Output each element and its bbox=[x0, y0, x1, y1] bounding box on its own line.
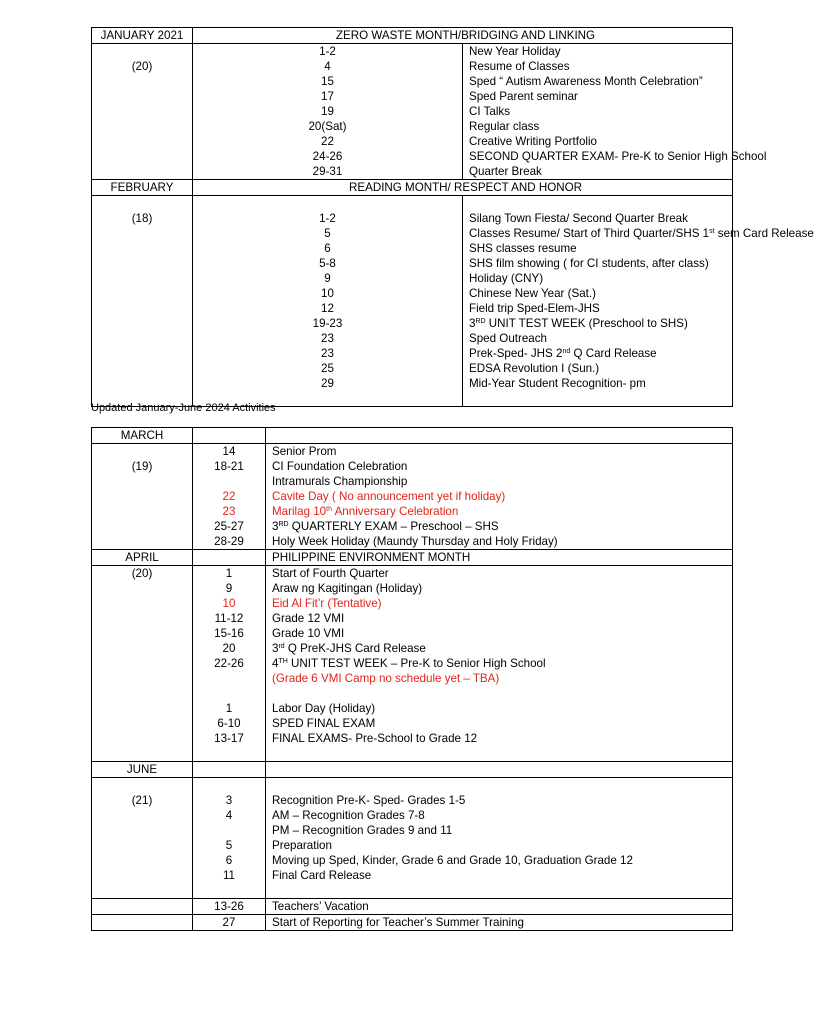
event-description: Cavite Day ( No announcement yet if holiday) bbox=[272, 490, 506, 503]
event-date: 15-16 bbox=[214, 627, 244, 640]
event-description: Holy Week Holiday (Maundy Thursday and Holy Friday) bbox=[272, 535, 558, 548]
event-description: Quarter Break bbox=[469, 165, 542, 178]
school-days-count: (21) bbox=[131, 794, 153, 807]
event-date: 22 bbox=[222, 490, 236, 503]
calendar-table-jan-feb bbox=[91, 27, 814, 407]
event-date: 6 bbox=[324, 242, 331, 255]
month-label: JUNE bbox=[92, 762, 193, 778]
event-description: Mid-Year Student Recognition- pm bbox=[469, 377, 646, 390]
event-description: 3RD UNIT TEST WEEK (Preschool to SHS) bbox=[469, 317, 688, 330]
event-date: 4 bbox=[324, 60, 331, 73]
event-description: Eid Al Fit’r (Tentative) bbox=[272, 597, 382, 610]
event-date: 11-12 bbox=[214, 612, 244, 625]
event-date: 29-31 bbox=[312, 165, 343, 178]
event-description: Sped Outreach bbox=[469, 332, 547, 345]
event-description: Marilag 10th Anniversary Celebration bbox=[272, 505, 459, 518]
event-date: 19-23 bbox=[312, 317, 343, 330]
event-date: 23 bbox=[321, 347, 334, 360]
event-description: CI Foundation Celebration bbox=[272, 460, 408, 473]
event-description: (Grade 6 VMI Camp no schedule yet – TBA) bbox=[272, 672, 500, 685]
event-date: 12 bbox=[321, 302, 334, 315]
event-date: 27 bbox=[193, 915, 266, 931]
table-row bbox=[92, 915, 733, 931]
event-date: 5 bbox=[324, 227, 331, 240]
event-description: Sped Parent seminar bbox=[469, 90, 578, 103]
event-description: Senior Prom bbox=[272, 445, 337, 458]
event-date: 1-2 bbox=[319, 212, 336, 225]
event-description: Field trip Sped-Elem-JHS bbox=[469, 302, 600, 315]
month-header-row bbox=[92, 550, 733, 566]
month-body-row bbox=[92, 444, 733, 550]
event-date: 14 bbox=[222, 445, 236, 458]
event-description: 4TH UNIT TEST WEEK – Pre-K to Senior High School bbox=[272, 657, 546, 670]
event-date: 20(Sat) bbox=[308, 120, 347, 133]
event-description: Prek-Sped- JHS 2nd Q Card Release bbox=[469, 347, 657, 360]
event-description: Araw ng Kagitingan (Holiday) bbox=[272, 582, 423, 595]
event-description: Silang Town Fiesta/ Second Quarter Break bbox=[469, 212, 688, 225]
event-description: Chinese New Year (Sat.) bbox=[469, 287, 596, 300]
event-date: 4 bbox=[225, 809, 233, 822]
school-days-count: (20) bbox=[131, 567, 153, 580]
event-description: 3rd Q PreK-JHS Card Release bbox=[272, 642, 426, 655]
month-theme: ZERO WASTE MONTH/BRIDGING AND LINKING bbox=[193, 28, 733, 44]
update-note: Updated January-June 2024 Activities bbox=[91, 402, 276, 414]
table-row bbox=[92, 899, 733, 915]
event-description: EDSA Revolution I (Sun.) bbox=[469, 362, 600, 375]
event-date: 23 bbox=[222, 505, 236, 518]
school-days-count: (20) bbox=[131, 60, 153, 73]
event-description: PM – Recognition Grades 9 and 11 bbox=[272, 824, 453, 837]
event-description: Teachers’ Vacation bbox=[266, 899, 733, 915]
month-body-row bbox=[92, 566, 733, 762]
event-date: 10 bbox=[321, 287, 334, 300]
event-date: 9 bbox=[225, 582, 233, 595]
event-description: Regular class bbox=[469, 120, 540, 133]
event-description: SHS classes resume bbox=[469, 242, 577, 255]
event-date: 11 bbox=[222, 869, 236, 882]
month-body-row bbox=[92, 196, 733, 407]
event-description: Moving up Sped, Kinder, Grade 6 and Grade 10, Graduation Grade 12 bbox=[272, 854, 633, 867]
event-description: CI Talks bbox=[469, 105, 511, 118]
event-description: AM – Recognition Grades 7-8 bbox=[272, 809, 425, 822]
event-date: 6-10 bbox=[217, 717, 241, 730]
month-header-row bbox=[92, 28, 733, 44]
event-date: 25 bbox=[321, 362, 334, 375]
event-description: Creative Writing Portfolio bbox=[469, 135, 598, 148]
month-theme: PHILIPPINE ENVIRONMENT MONTH bbox=[266, 550, 733, 566]
event-date: 15 bbox=[321, 75, 334, 88]
event-date: 5 bbox=[225, 839, 233, 852]
event-date: 28-29 bbox=[214, 535, 244, 548]
event-date: 18-21 bbox=[214, 460, 244, 473]
school-days-count: (19) bbox=[131, 460, 153, 473]
month-body-row bbox=[92, 44, 733, 180]
event-date: 23 bbox=[321, 332, 334, 345]
calendar-table-mar-jun bbox=[91, 427, 733, 931]
event-date: 22-26 bbox=[214, 657, 244, 670]
month-header-row bbox=[92, 180, 733, 196]
event-date: 5-8 bbox=[319, 257, 336, 270]
event-date: 6 bbox=[225, 854, 233, 867]
event-date: 13-17 bbox=[214, 732, 244, 745]
event-description: Labor Day (Holiday) bbox=[272, 702, 376, 715]
event-description: SECOND QUARTER EXAM- Pre-K to Senior High School bbox=[469, 150, 767, 163]
school-days-count: (18) bbox=[131, 212, 153, 225]
event-date: 1 bbox=[225, 567, 233, 580]
month-header-row bbox=[92, 428, 733, 444]
event-date: 25-27 bbox=[214, 520, 244, 533]
event-date: 3 bbox=[225, 794, 233, 807]
event-description: Grade 12 VMI bbox=[272, 612, 345, 625]
event-description: Intramurals Championship bbox=[272, 475, 408, 488]
event-date: 9 bbox=[324, 272, 331, 285]
event-description: Preparation bbox=[272, 839, 332, 852]
event-description: 3RD QUARTERLY EXAM – Preschool – SHS bbox=[272, 520, 499, 533]
event-date: 1 bbox=[225, 702, 233, 715]
event-date: 19 bbox=[321, 105, 334, 118]
month-body-row bbox=[92, 778, 733, 899]
event-description: New Year Holiday bbox=[469, 45, 561, 58]
event-date: 24-26 bbox=[312, 150, 343, 163]
month-label: APRIL bbox=[92, 550, 193, 566]
event-description: Sped “ Autism Awareness Month Celebration” bbox=[469, 75, 703, 88]
event-date: 1-2 bbox=[319, 45, 336, 58]
event-date: 13-26 bbox=[193, 899, 266, 915]
month-theme: READING MONTH/ RESPECT AND HONOR bbox=[193, 180, 733, 196]
event-description: Start of Fourth Quarter bbox=[272, 567, 389, 580]
event-date: 10 bbox=[222, 597, 236, 610]
event-description: Classes Resume/ Start of Third Quarter/SHS 1st sem Card Release bbox=[469, 227, 814, 240]
event-description: FINAL EXAMS- Pre-School to Grade 12 bbox=[272, 732, 478, 745]
event-date: 22 bbox=[321, 135, 334, 148]
month-label: MARCH bbox=[92, 428, 193, 444]
event-description: Holiday (CNY) bbox=[469, 272, 544, 285]
event-date: 17 bbox=[321, 90, 334, 103]
event-date: 29 bbox=[321, 377, 334, 390]
month-header-row bbox=[92, 762, 733, 778]
event-description: Start of Reporting for Teacher’s Summer Training bbox=[266, 915, 733, 931]
event-description: Grade 10 VMI bbox=[272, 627, 345, 640]
month-label: FEBRUARY bbox=[92, 180, 193, 196]
event-description: Resume of Classes bbox=[469, 60, 570, 73]
event-description: SHS film showing ( for CI students, after class) bbox=[469, 257, 709, 270]
event-date: 20 bbox=[222, 642, 236, 655]
event-description: SPED FINAL EXAM bbox=[272, 717, 376, 730]
event-description: Final Card Release bbox=[272, 869, 372, 882]
month-label: JANUARY 2021 bbox=[92, 28, 193, 44]
event-description: Recognition Pre-K- Sped- Grades 1-5 bbox=[272, 794, 466, 807]
